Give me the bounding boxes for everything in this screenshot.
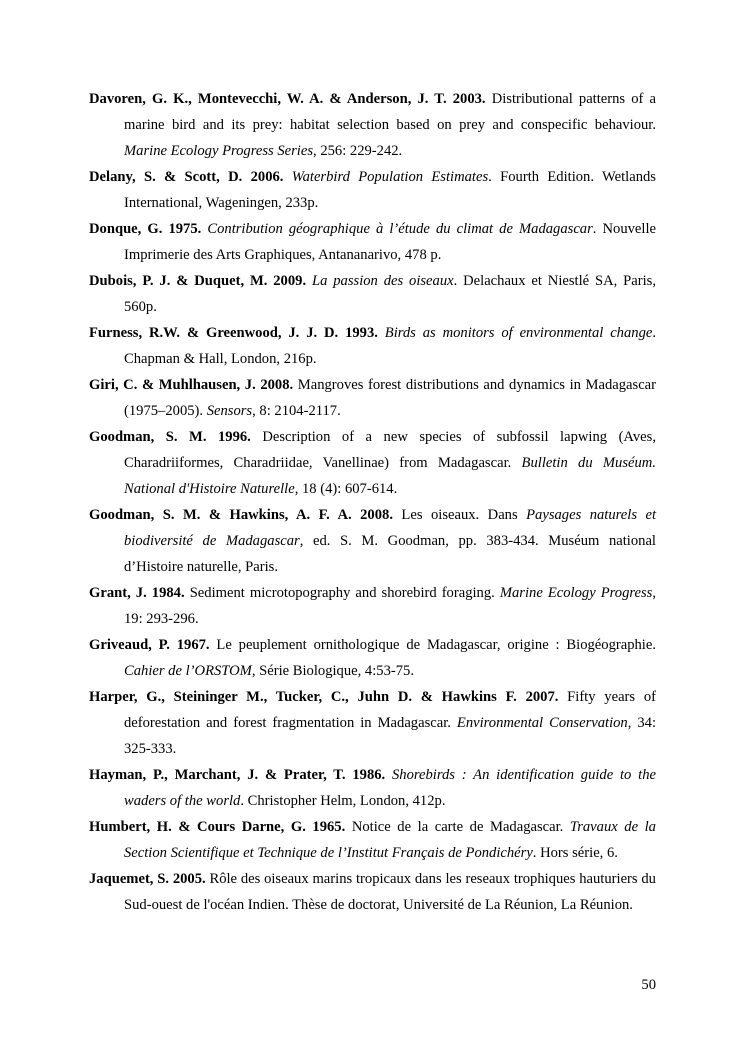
reference-tail: . Hors série, 6.	[532, 845, 618, 861]
reference-entry	[89, 320, 656, 372]
reference-authors: Humbert, H. & Cours Darne, G. 1965.	[89, 819, 346, 835]
reference-entry	[89, 762, 656, 814]
page-number: 50	[641, 977, 656, 993]
reference-journal: Marine Ecology Progress	[499, 585, 653, 601]
reference-entry	[89, 216, 656, 268]
reference-text: Fifty years of deforestation and forest fragmentation in Madagascar.	[124, 689, 656, 731]
reference-text	[283, 169, 291, 185]
reference-tail: . Delachaux et Niestlé SA, Paris, 560p.	[124, 273, 656, 315]
reference-title: Paysages naturels et biodiversité de Madagascar	[124, 507, 656, 549]
reference-tail: , ed. S. M. Goodman, pp. 383-434. Muséum national d’Histoire naturelle, Paris.	[124, 533, 656, 575]
reference-text: Description of a new species of subfossil lapwing (Aves, Charadriiformes, Charadriidae, Vanellinae) from Madagascar.	[124, 429, 656, 471]
reference-journal: Sensors	[206, 403, 253, 419]
reference-authors: Delany, S. & Scott, D. 2006.	[89, 169, 284, 185]
reference-text: Rôle des oiseaux marins tropicaux dans les reseaux trophiques hauturiers du Sud-ouest de l'océan Indien. Thèse de doctorat, Université de La Réunion, La Réunion.	[124, 871, 656, 913]
reference-entry	[89, 86, 656, 164]
reference-title: La passion des oiseaux	[311, 273, 454, 289]
reference-entry	[89, 866, 656, 918]
reference-tail: , Série Biologique, 4:53-75.	[251, 663, 414, 679]
reference-authors: Harper, G., Steininger M., Tucker, C., Juhn D. & Hawkins F. 2007.	[89, 689, 559, 705]
reference-authors: Donque, G. 1975.	[89, 221, 202, 237]
reference-text: Les oiseaux. Dans	[392, 507, 527, 523]
reference-tail: . Chapman & Hall, London, 216p.	[124, 325, 656, 367]
reference-entry	[89, 372, 656, 424]
reference-tail: , 256: 229-242.	[313, 143, 403, 159]
reference-authors: Davoren, G. K., Montevecchi, W. A. & Anderson, J. T. 2003.	[89, 91, 486, 107]
reference-entry	[89, 502, 656, 580]
reference-authors: Griveaud, P. 1967.	[89, 637, 210, 653]
reference-tail: . Nouvelle Imprimerie des Arts Graphiques, Antananarivo, 478 p.	[124, 221, 656, 263]
reference-text: Notice de la carte de Madagascar.	[345, 819, 570, 835]
reference-entry	[89, 684, 656, 762]
reference-authors: Hayman, P., Marchant, J. & Prater, T. 1986.	[89, 767, 386, 783]
reference-journal: Cahier de l’ORSTOM	[124, 663, 252, 679]
reference-entry	[89, 424, 656, 502]
reference-tail: , 34: 325-333.	[124, 715, 657, 757]
reference-tail: , 18 (4): 607-614.	[294, 481, 398, 497]
reference-authors: Furness, R.W. & Greenwood, J. J. D. 1993.	[89, 325, 378, 341]
reference-tail: , 8: 2104-2117.	[252, 403, 341, 419]
reference-authors: Jaquemet, S. 2005.	[89, 871, 206, 887]
reference-entry	[89, 580, 656, 632]
reference-journal: Bulletin du Muséum. National d'Histoire Naturelle	[124, 455, 656, 497]
reference-tail: . Christopher Helm, London, 412p.	[240, 793, 446, 809]
reference-title: Shorebirds : An identification guide to the waders of the world	[124, 767, 656, 809]
reference-text	[378, 325, 385, 341]
reference-entry	[89, 632, 656, 684]
reference-journal: Marine Ecology Progress Series	[124, 143, 314, 159]
reference-authors: Goodman, S. M. 1996.	[89, 429, 251, 445]
reference-title: Birds as monitors of environmental change	[384, 325, 653, 341]
reference-journal: Travaux de la Section Scientifique et Technique de l’Institut Français de Pondichéry	[124, 819, 656, 861]
reference-authors: Giri, C. & Muhlhausen, J. 2008.	[89, 377, 294, 393]
reference-entry	[89, 164, 656, 216]
reference-text: Mangroves forest distributions and dynamics in Madagascar (1975–2005).	[124, 377, 657, 419]
reference-list	[89, 86, 656, 918]
reference-journal: Environmental Conservation	[456, 715, 628, 731]
reference-tail: , 19: 293-296.	[124, 585, 656, 627]
reference-entry	[89, 814, 656, 866]
reference-tail: . Fourth Edition. Wetlands International, Wageningen, 233p.	[124, 169, 656, 211]
reference-title: Contribution géographique à l’étude du climat de Madagascar	[207, 221, 593, 237]
reference-authors: Goodman, S. M. & Hawkins, A. F. A. 2008.	[89, 507, 393, 523]
reference-text: Distributional patterns of a marine bird and its prey: habitat selection based on prey and conspecific behaviour.	[124, 91, 657, 133]
reference-authors: Dubois, P. J. & Duquet, M. 2009.	[89, 273, 307, 289]
reference-text	[385, 767, 392, 783]
reference-title: Waterbird Population Estimates	[291, 169, 489, 185]
reference-text: Le peuplement ornithologique de Madagascar, origine : Biogéographie.	[209, 637, 656, 653]
reference-text: Sediment microtopography and shorebird foraging.	[184, 585, 500, 601]
reference-entry	[89, 268, 656, 320]
reference-authors: Grant, J. 1984.	[89, 585, 185, 601]
